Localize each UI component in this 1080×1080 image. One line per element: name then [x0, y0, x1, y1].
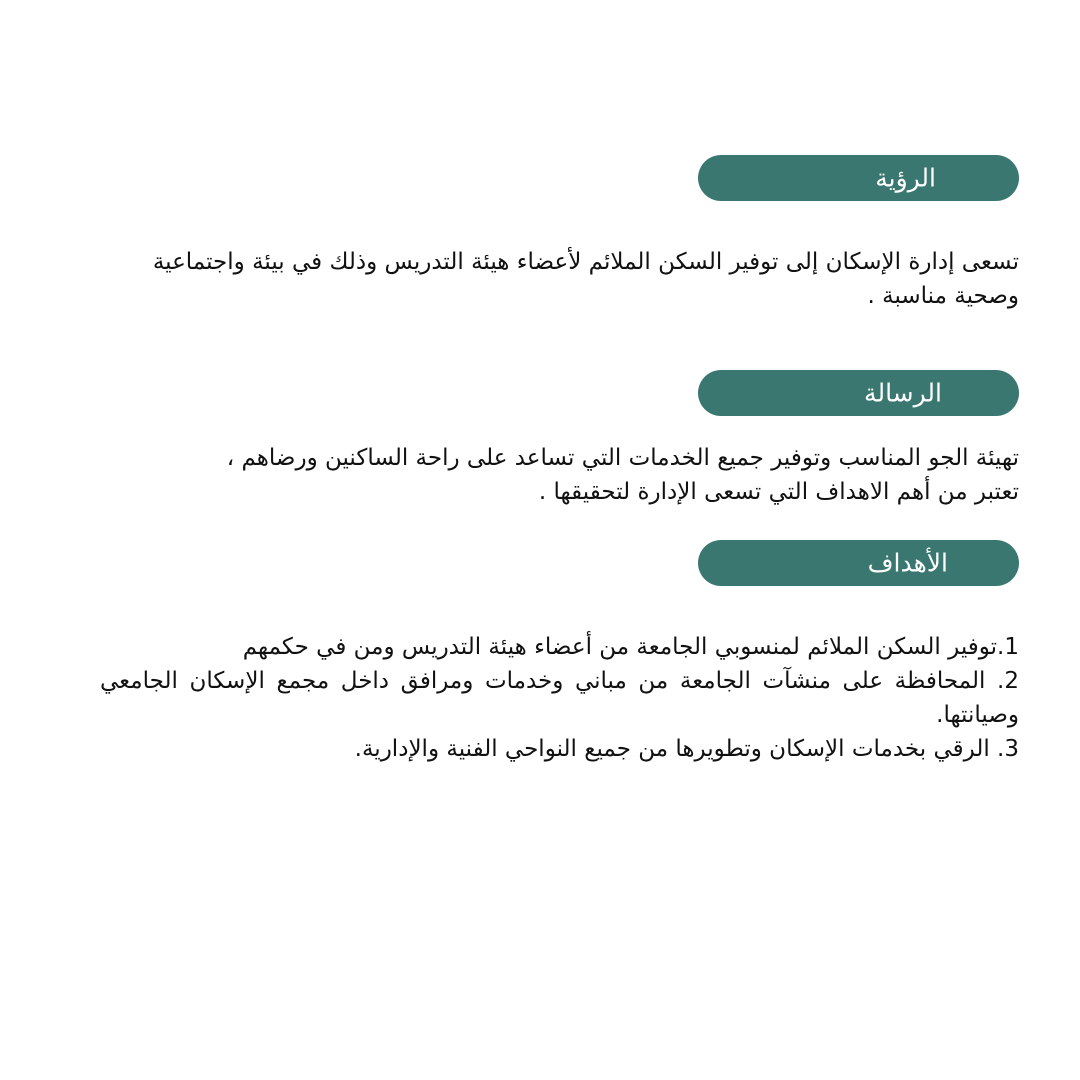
vision-text-line: تسعى إدارة الإسكان إلى توفير السكن الملائم لأعضاء هيئة التدريس وذلك في بيئة واجتماعية: [152, 249, 1019, 275]
mission-text: [62, 441, 1019, 509]
mission-heading-pill: [698, 370, 1019, 416]
goals-heading-pill: [698, 540, 1019, 586]
vision-text: [62, 245, 1019, 313]
mission-text-line: تهيئة الجو المناسب وتوفير جميع الخدمات التي تساعد على راحة الساكنين ورضاهم ،: [226, 445, 1019, 471]
mission-heading: الرسالة: [864, 378, 942, 408]
goal-item: 3. الرقي بخدمات الإسكان وتطويرها من جميع النواحي الفنية والإدارية.: [354, 736, 1019, 762]
vision-heading-pill: [698, 155, 1019, 201]
goal-item: 1.توفير السكن الملائم لمنسوبي الجامعة من أعضاء هيئة التدريس ومن في حكمهم: [242, 634, 1019, 660]
goal-item: 2. المحافظة على منشآت الجامعة من مباني وخدمات ومرافق داخل مجمع الإسكان الجامعي وصيانتها.: [100, 668, 1019, 728]
goals-heading: الأهداف: [867, 548, 948, 578]
goals-list: [100, 630, 1019, 766]
mission-text-line: تعتبر من أهم الاهداف التي تسعى الإدارة لتحقيقها .: [538, 479, 1019, 505]
vision-text-line: وصحية مناسبة .: [867, 283, 1019, 309]
vision-heading: الرؤية: [875, 163, 936, 193]
